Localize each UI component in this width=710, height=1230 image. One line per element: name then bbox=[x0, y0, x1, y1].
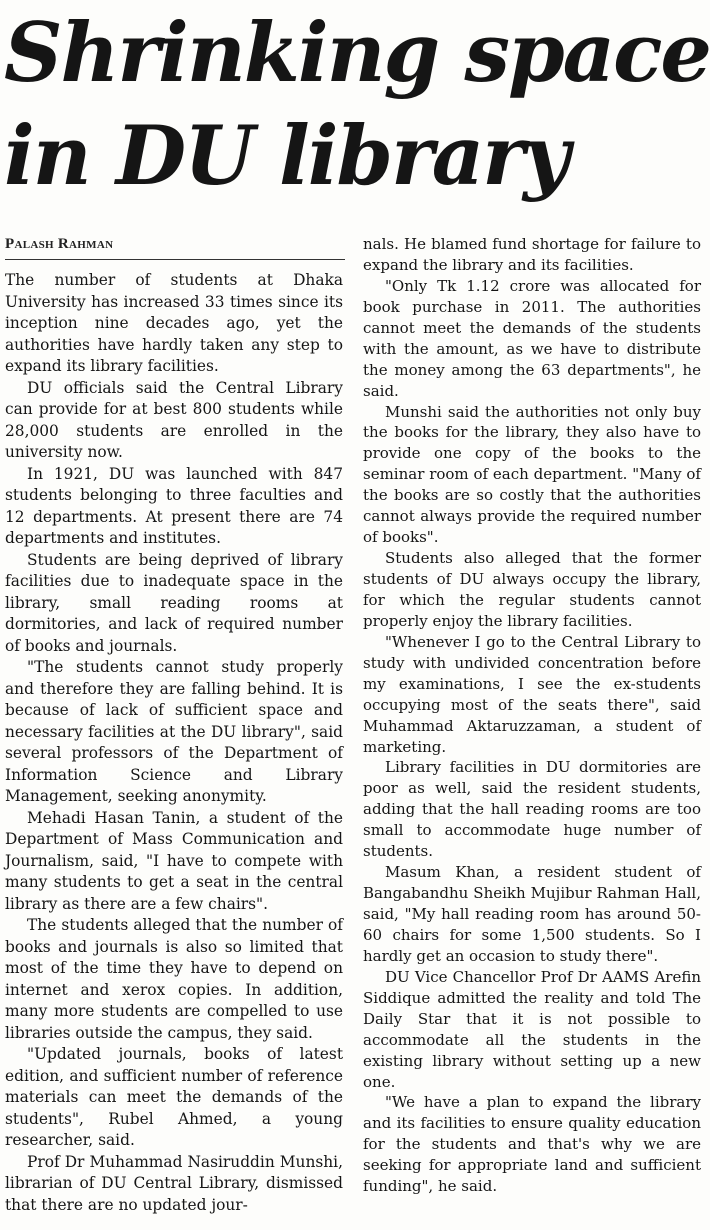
paragraph: Masum Khan, a resident student of Bangabandhu Sheikh Mujibur Rahman Hall, said, "My hall reading room has around 50-60 chairs for some 1,500 students. So I hardly get an occasion to study there". bbox=[363, 863, 701, 965]
article-column-left bbox=[5, 270, 343, 1216]
headline-line-2: in DU library bbox=[4, 109, 569, 204]
paragraph: In 1921, DU was launched with 847 students belonging to three faculties and 12 departments. At present there are 74 departments and institutes. bbox=[5, 464, 343, 547]
headline-line-1: Shrinking space bbox=[4, 6, 710, 101]
paragraph: "Only Tk 1.12 crore was allocated for book purchase in 2011. The authorities cannot meet the demands of the students with the amount, as we have to distribute the money among the 63 departments", he said. bbox=[363, 276, 701, 400]
byline: Palash Rahman bbox=[5, 236, 345, 260]
article-column-right bbox=[363, 234, 701, 1197]
paragraph: Students also alleged that the former students of DU always occupy the library, for which the regular students cannot properly enjoy the library facilities. bbox=[363, 549, 701, 630]
paragraph: DU officials said the Central Library can provide for at best 800 students while 28,000 students are enrolled in the university now. bbox=[5, 378, 343, 461]
paragraph: "Updated journals, books of latest edition, and sufficient number of reference materials can meet the demands of the students", Rubel Ahmed, a young researcher, said. bbox=[5, 1045, 343, 1149]
paragraph: Mehadi Hasan Tanin, a student of the Department of Mass Communication and Journalism, said, "I have to compete with many students to get a seat in the central library as there are a few chairs". bbox=[5, 808, 343, 913]
paragraph: "We have a plan to expand the library and its facilities to ensure quality education for the students and that's why we are seeking for appropriate land and sufficient funding", he said. bbox=[363, 1093, 701, 1196]
paragraph: DU Vice Chancellor Prof Dr AAMS Arefin Siddique admitted the reality and told The Daily Star that it is not possible to accommodate all the students in the existing library without setting up a new one. bbox=[363, 967, 701, 1091]
paragraph: "The students cannot study properly and therefore they are falling behind. It is because of lack of sufficient space and necessary facilities at the DU library", said several professors of the Department of Information Science and Library Management, seeking anonymity. bbox=[5, 658, 343, 805]
paragraph: Library facilities in DU dormitories are poor as well, said the resident students, adding that the hall reading rooms are too small to accommodate huge number of students. bbox=[363, 758, 701, 861]
paragraph: Munshi said the authorities not only buy the books for the library, they also have to provide one copy of the books to the seminar room of each department. "Many of the books are so costly that the authorities cannot always provide the required number of books". bbox=[363, 402, 701, 547]
paragraph: nals. He blamed fund shortage for failure to expand the library and its facilities. bbox=[363, 235, 701, 274]
paragraph: Students are being deprived of library facilities due to inadequate space in the library, small reading rooms at dormitories, and lack of required number of books and journals. bbox=[5, 550, 343, 655]
paragraph: The students alleged that the number of books and journals is also so limited that most of the time they have to depend on internet and xerox copies. In addition, many more students are compelled to use libraries outside the campus, they said. bbox=[5, 916, 343, 1042]
headline bbox=[4, 2, 708, 208]
paragraph: Prof Dr Muhammad Nasiruddin Munshi, librarian of DU Central Library, dismissed that there are no updated jour- bbox=[5, 1152, 343, 1214]
paragraph: The number of students at Dhaka University has increased 33 times since its inception nine decades ago, yet the authorities have hardly taken any step to expand its library facilities. bbox=[5, 271, 343, 375]
paragraph: "Whenever I go to the Central Library to study with undivided concentration before my examinations, I see the ex-students occupying most of the seats there", said Muhammad Aktaruzzaman, a student of marketing. bbox=[363, 632, 701, 756]
